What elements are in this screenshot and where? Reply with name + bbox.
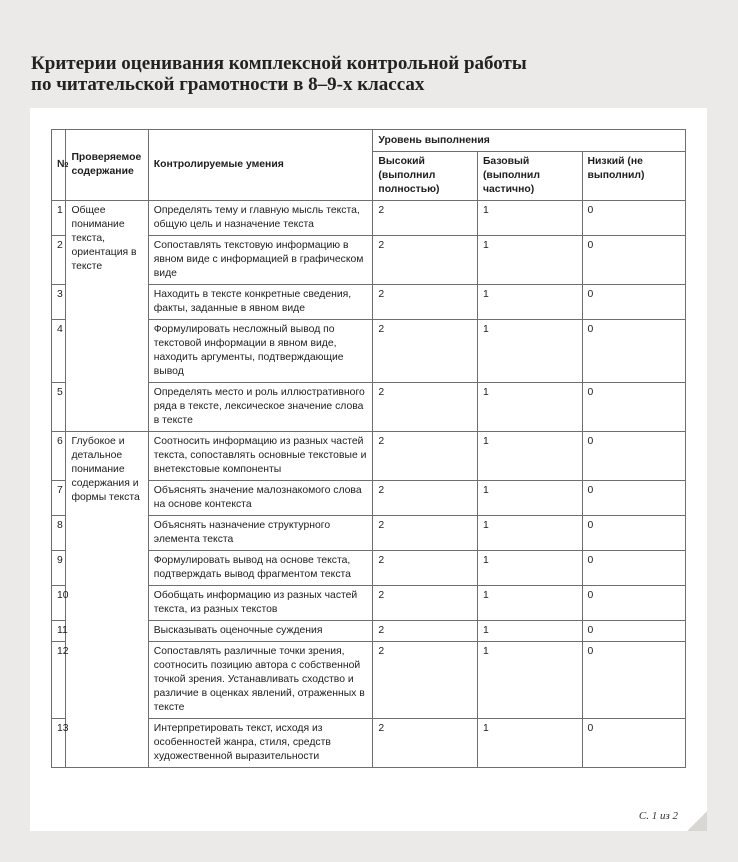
row-number: 13	[52, 719, 66, 768]
table-row	[52, 201, 686, 236]
score-high: 2	[373, 236, 478, 285]
row-number: 12	[52, 642, 66, 719]
score-high: 2	[373, 320, 478, 383]
score-low: 0	[582, 642, 685, 719]
score-low: 0	[582, 516, 685, 551]
page-title-line-1: Критерии оценивания комплексной контрольной работы	[31, 53, 527, 74]
skill-cell: Определять место и роль иллюстративного ряда в тексте, лексическое значение слова в тексте	[148, 383, 373, 432]
score-low: 0	[582, 201, 685, 236]
page-corner-fold	[687, 811, 707, 831]
score-base: 1	[477, 383, 582, 432]
score-low: 0	[582, 621, 685, 642]
header-row	[52, 130, 686, 152]
skill-cell: Интерпретировать текст, исходя из особенностей жанра, стиля, средств художественной выразительности	[148, 719, 373, 768]
score-high: 2	[373, 481, 478, 516]
row-number: 5	[52, 383, 66, 432]
header-level-group: Уровень выполнения	[373, 130, 686, 152]
score-high: 2	[373, 586, 478, 621]
row-number: 8	[52, 516, 66, 551]
row-number: 2	[52, 236, 66, 285]
skill-cell: Формулировать вывод на основе текста, подтверждать вывод фрагментом текста	[148, 551, 373, 586]
page-title-line-2: по читательской грамотности в 8–9-х классах	[31, 74, 425, 95]
score-base: 1	[477, 621, 582, 642]
skill-cell: Объяснять значение малознакомого слова на основе контекста	[148, 481, 373, 516]
page-title	[31, 53, 711, 95]
row-number: 10	[52, 586, 66, 621]
score-base: 1	[477, 320, 582, 383]
skill-cell: Сопоставлять различные точки зрения, соотносить позицию автора с собственной точкой зрения. Устанавливать сходство и различие в оценках явлений, отраженных в тексте	[148, 642, 373, 719]
header-content: Проверяемое содержание	[66, 130, 148, 201]
score-low: 0	[582, 586, 685, 621]
score-base: 1	[477, 201, 582, 236]
header-base: Базовый (выполнил частично)	[477, 152, 582, 201]
score-base: 1	[477, 642, 582, 719]
header-low: Низкий (не выполнил)	[582, 152, 685, 201]
score-low: 0	[582, 481, 685, 516]
skill-cell: Находить в тексте конкретные сведения, факты, заданные в явном виде	[148, 285, 373, 320]
score-low: 0	[582, 383, 685, 432]
score-high: 2	[373, 432, 478, 481]
skill-cell: Формулировать несложный вывод по текстовой информации в явном виде, находить аргументы, подтверждающие вывод	[148, 320, 373, 383]
score-high: 2	[373, 719, 478, 768]
document-page	[30, 108, 707, 831]
header-skills: Контролируемые умения	[148, 130, 373, 201]
score-low: 0	[582, 551, 685, 586]
skill-cell: Обобщать информацию из разных частей текста, из разных текстов	[148, 586, 373, 621]
score-low: 0	[582, 236, 685, 285]
skill-cell: Сопоставлять текстовую информацию в явном виде с информацией в графическом виде	[148, 236, 373, 285]
score-base: 1	[477, 551, 582, 586]
score-low: 0	[582, 320, 685, 383]
score-high: 2	[373, 201, 478, 236]
row-number: 1	[52, 201, 66, 236]
score-high: 2	[373, 551, 478, 586]
score-base: 1	[477, 586, 582, 621]
content-group-cell: Общее понимание текста, ориентация в тексте	[66, 201, 148, 432]
row-number: 4	[52, 320, 66, 383]
score-high: 2	[373, 621, 478, 642]
skill-cell: Соотносить информацию из разных частей текста, сопоставлять основные текстовые и внетекстовые компоненты	[148, 432, 373, 481]
criteria-table-body	[52, 201, 686, 768]
criteria-table	[51, 129, 686, 768]
score-low: 0	[582, 285, 685, 320]
content-group-cell: Глубокое и детальное понимание содержания и формы текста	[66, 432, 148, 768]
score-base: 1	[477, 285, 582, 320]
page-counter: С. 1 из 2	[638, 810, 678, 822]
score-base: 1	[477, 236, 582, 285]
score-high: 2	[373, 285, 478, 320]
score-low: 0	[582, 719, 685, 768]
row-number: 7	[52, 481, 66, 516]
score-low: 0	[582, 432, 685, 481]
row-number: 9	[52, 551, 66, 586]
skill-cell: Определять тему и главную мысль текста, общую цель и назначение текста	[148, 201, 373, 236]
table-row	[52, 432, 686, 481]
header-high: Высокий (выполнил полностью)	[373, 152, 478, 201]
skill-cell: Объяснять назначение структурного элемента текста	[148, 516, 373, 551]
skill-cell: Высказывать оценочные суждения	[148, 621, 373, 642]
score-high: 2	[373, 642, 478, 719]
row-number: 6	[52, 432, 66, 481]
score-base: 1	[477, 719, 582, 768]
score-base: 1	[477, 432, 582, 481]
row-number: 11	[52, 621, 66, 642]
header-num: №	[52, 130, 66, 201]
score-high: 2	[373, 516, 478, 551]
score-base: 1	[477, 516, 582, 551]
row-number: 3	[52, 285, 66, 320]
score-high: 2	[373, 383, 478, 432]
score-base: 1	[477, 481, 582, 516]
